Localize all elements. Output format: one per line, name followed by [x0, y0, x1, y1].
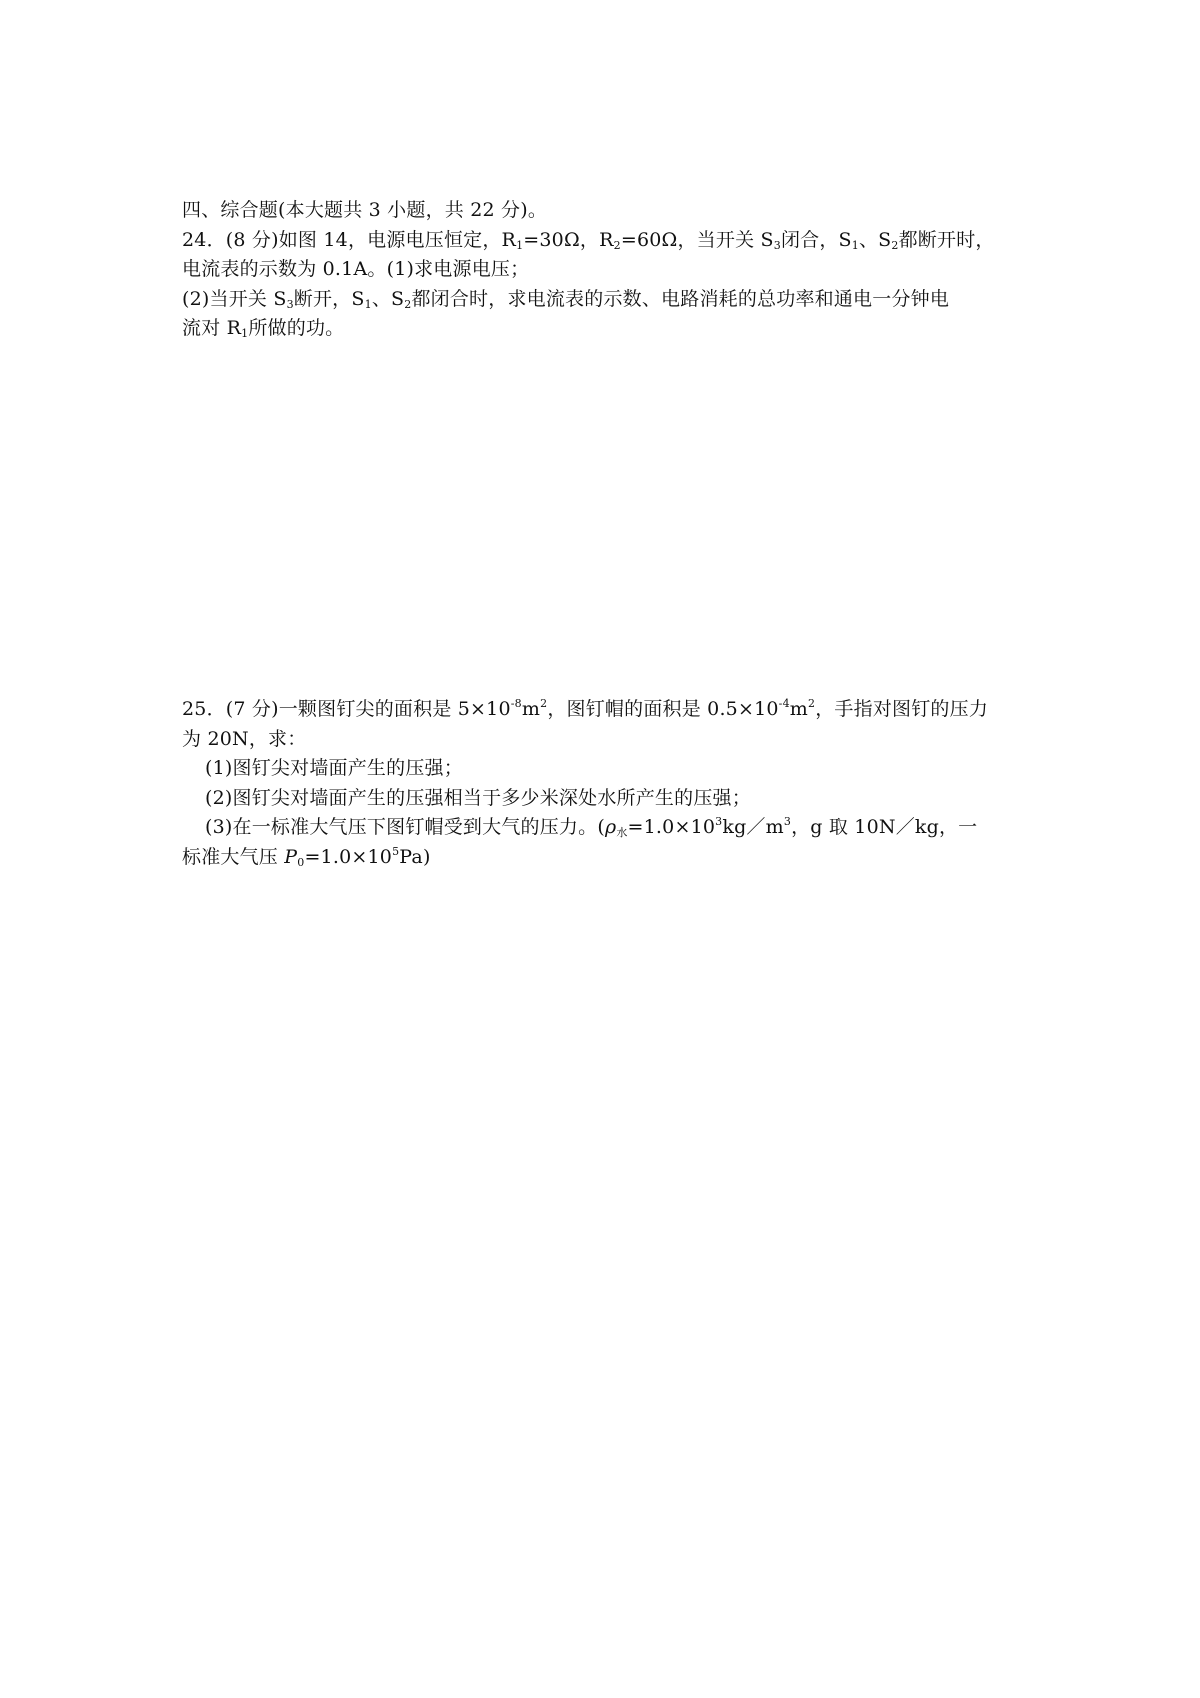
rho-symbol: ρ: [604, 816, 617, 838]
q25-text: (3)在一标准大气压下图钉帽受到大气的压力。(: [205, 816, 605, 838]
q24-text: 都断开时，: [898, 229, 995, 251]
q24-text: 流对 R: [182, 317, 242, 339]
q24-text: 闭合，S: [780, 229, 852, 251]
section-heading: [182, 198, 547, 222]
q25-text: m: [789, 698, 809, 720]
r1-subscript: 1: [241, 327, 249, 340]
q24-text: (2)当开关 S: [182, 288, 287, 310]
q24-text: 、S: [858, 229, 892, 251]
q25-text: 为 20N，求：: [182, 728, 307, 750]
exponent: 2: [808, 697, 816, 710]
question-25-line-2: [182, 727, 306, 751]
p0-symbol: P: [284, 846, 298, 868]
exponent: 5: [392, 845, 400, 858]
rho-subscript: 水: [616, 826, 628, 839]
question-25-line-1: [182, 697, 988, 721]
q25-text: =1.0×10: [304, 846, 393, 868]
exponent: 3: [715, 815, 723, 828]
question-25-item-3: [205, 815, 977, 839]
p0-subscript: 0: [297, 856, 305, 869]
exponent: 2: [540, 697, 548, 710]
exponent: 3: [783, 815, 792, 828]
question-25-item-2: [205, 786, 751, 810]
q25-text: (2)图钉尖对墙面产生的压强相当于多少米深处水所产生的压强；: [205, 787, 751, 809]
q25-text: (1)图钉尖对墙面产生的压强；: [205, 757, 463, 779]
question-24-line-2: [182, 257, 529, 281]
r1-subscript: 1: [516, 239, 524, 252]
q24-text: 24．(8 分)如图 14，电源电压恒定，R: [182, 229, 517, 251]
q25-text: 标准大气压: [182, 846, 285, 868]
s1-subscript: 1: [364, 298, 372, 311]
q25-text: m: [521, 698, 541, 720]
exponent: -8: [510, 697, 522, 710]
q25-text: Pa): [399, 846, 431, 868]
q25-text: ，图钉帽的面积是 0.5×10: [547, 698, 779, 720]
q24-text: 都闭合时，求电流表的示数、电路消耗的总功率和通电一分钟电: [411, 288, 950, 310]
r2-subscript: 2: [613, 239, 621, 252]
q24-text: 电流表的示数为 0.1A。(1)求电源电压；: [182, 258, 530, 280]
question-24-line-3: [182, 287, 949, 311]
q25-text: kg／m: [722, 816, 784, 838]
question-25-line-5: [182, 845, 431, 869]
q24-text: =30Ω，R: [523, 229, 614, 251]
q24-text: 所做的功。: [248, 317, 345, 339]
q25-text: ，手指对图钉的压力: [815, 698, 989, 720]
q24-text: 断开，S: [293, 288, 365, 310]
q25-text: =1.0×10: [627, 816, 716, 838]
q24-text: =60Ω，当开关 S: [620, 229, 774, 251]
s3-subscript: 3: [773, 239, 781, 252]
q25-text: ，g 取 10N／kg，一: [791, 816, 978, 838]
exponent: -4: [778, 697, 790, 710]
question-24-line-1: [182, 228, 995, 252]
question-25-item-1: [205, 756, 463, 780]
section-heading-text: 四、综合题(本大题共 3 小题，共 22 分)。: [182, 199, 548, 221]
q24-text: 、S: [371, 288, 405, 310]
s3-subscript: 3: [286, 298, 294, 311]
question-24-line-4: [182, 316, 344, 340]
s1-subscript: 1: [851, 239, 859, 252]
s2-subscript: 2: [404, 298, 412, 311]
s2-subscript: 2: [891, 239, 899, 252]
q25-text: 25．(7 分)一颗图钉尖的面积是 5×10: [182, 698, 511, 720]
